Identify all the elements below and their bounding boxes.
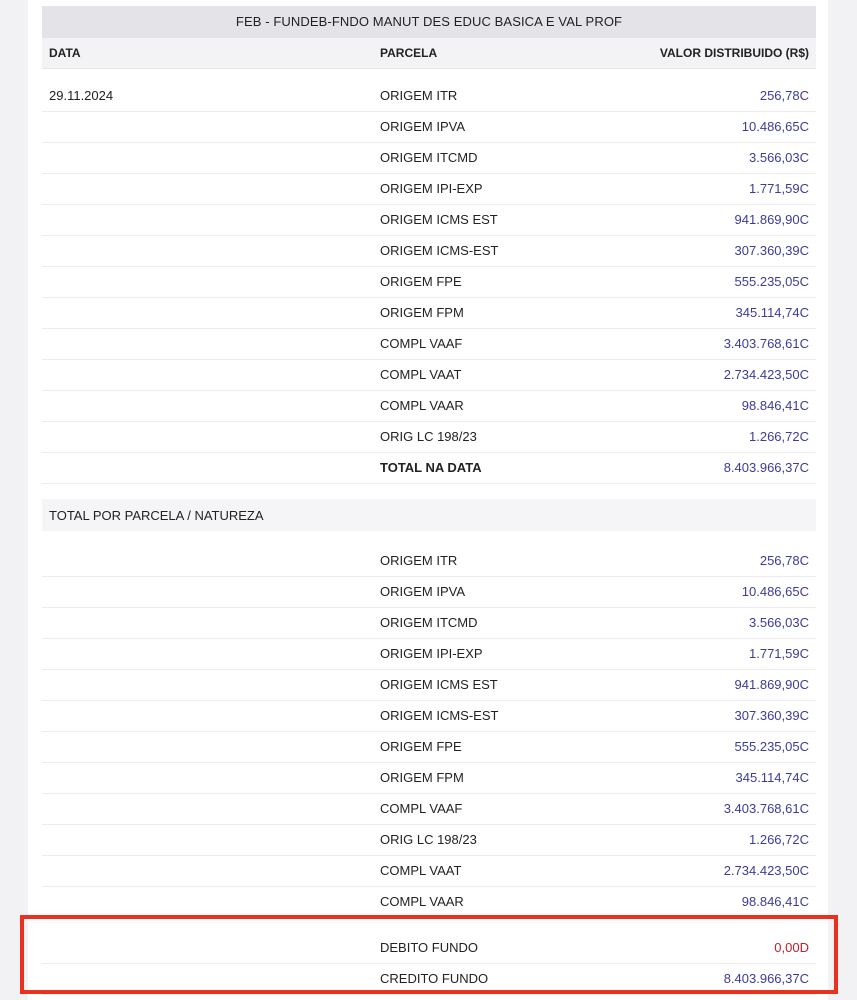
- table-row: [42, 142, 816, 174]
- table-row: [42, 607, 816, 639]
- row-valor: 307.360,39C: [734, 243, 809, 258]
- table-row: [42, 793, 816, 825]
- table-row-total-na-data: [42, 452, 816, 484]
- row-parcela: ORIGEM IPI-EXP: [380, 646, 483, 661]
- row-parcela: ORIGEM IPI-EXP: [380, 181, 483, 196]
- table-row: [42, 173, 816, 205]
- row-date: 29.11.2024: [49, 88, 114, 103]
- table-row: [42, 855, 816, 887]
- row-parcela: ORIG LC 198/23: [380, 832, 477, 847]
- row-parcela: COMPL VAAF: [380, 801, 463, 816]
- row-parcela: TOTAL NA DATA: [380, 460, 482, 475]
- table-row: [42, 235, 816, 267]
- table-row: [42, 111, 816, 143]
- row-parcela: COMPL VAAF: [380, 336, 463, 351]
- row-parcela: ORIGEM ITCMD: [380, 615, 478, 630]
- row-parcela: ORIG LC 198/23: [380, 429, 477, 444]
- row-valor: 2.734.423,50C: [723, 367, 809, 382]
- table-row: [42, 390, 816, 422]
- row-parcela: DEBITO FUNDO: [380, 940, 478, 955]
- table-row: [42, 731, 816, 763]
- table-row: [42, 204, 816, 236]
- row-parcela: ORIGEM FPM: [380, 305, 464, 320]
- row-parcela: CREDITO FUNDO: [380, 971, 489, 986]
- table-row: [42, 669, 816, 701]
- row-valor: 3.403.768,61C: [723, 336, 809, 351]
- row-valor: 3.566,03C: [749, 150, 809, 165]
- row-valor: 10.486,65C: [741, 119, 809, 134]
- row-valor: 555.235,05C: [734, 739, 809, 754]
- row-parcela: COMPL VAAR: [380, 398, 464, 413]
- row-parcela: COMPL VAAT: [380, 863, 462, 878]
- row-parcela: ORIGEM ITR: [380, 88, 458, 103]
- table-row: [42, 576, 816, 608]
- row-parcela: ORIGEM ICMS EST: [380, 677, 498, 692]
- row-valor: 8.403.966,37C: [723, 971, 809, 986]
- row-valor: 256,78C: [759, 88, 809, 103]
- row-valor: 8.403.966,37C: [723, 460, 809, 475]
- table-row: [42, 545, 816, 577]
- row-parcela: ORIGEM ITCMD: [380, 150, 478, 165]
- row-valor: 307.360,39C: [734, 708, 809, 723]
- row-valor: 1.266,72C: [749, 832, 809, 847]
- row-valor: 345.114,74C: [735, 770, 809, 785]
- row-valor: 1.771,59C: [749, 646, 809, 661]
- row-parcela: ORIGEM ICMS-EST: [380, 243, 499, 258]
- row-valor: 555.235,05C: [734, 274, 809, 289]
- table-header: [42, 38, 816, 69]
- row-valor: 2.734.423,50C: [723, 863, 809, 878]
- row-valor: 345.114,74C: [735, 305, 809, 320]
- row-valor: 941.869,90C: [734, 212, 809, 227]
- table-row: [42, 266, 816, 298]
- column-header-parcela: PARCELA: [380, 46, 438, 60]
- table-row: [42, 762, 816, 794]
- column-header-data: DATA: [49, 46, 81, 60]
- row-valor: 941.869,90C: [734, 677, 809, 692]
- row-valor: 98.846,41C: [741, 894, 809, 909]
- table-row: [42, 80, 816, 112]
- row-parcela: COMPL VAAT: [380, 367, 462, 382]
- row-parcela: ORIGEM ITR: [380, 553, 458, 568]
- table-row: [42, 421, 816, 453]
- table-title: FEB - FUNDEB-FNDO MANUT DES EDUC BASICA E VAL PROF: [42, 6, 816, 38]
- row-valor: 98.846,41C: [741, 398, 809, 413]
- section-title-label: TOTAL POR PARCELA / NATUREZA: [49, 508, 264, 523]
- row-valor: 10.486,65C: [741, 584, 809, 599]
- table-row-credito-fundo: [42, 963, 816, 995]
- table-row: [42, 824, 816, 856]
- row-parcela: ORIGEM IPVA: [380, 119, 465, 134]
- row-parcela: ORIGEM FPE: [380, 739, 462, 754]
- row-valor: 0,00D: [774, 940, 809, 955]
- row-parcela: ORIGEM FPE: [380, 274, 462, 289]
- table-row: [42, 359, 816, 391]
- row-parcela: ORIGEM ICMS EST: [380, 212, 498, 227]
- row-valor: 1.266,72C: [749, 429, 809, 444]
- table-row: [42, 638, 816, 670]
- table-row: [42, 886, 816, 918]
- row-parcela: ORIGEM IPVA: [380, 584, 465, 599]
- section-title-total-por-parcela: [42, 499, 816, 531]
- table-row: [42, 328, 816, 360]
- table-row: [42, 700, 816, 732]
- table-row-debito-fundo: [42, 932, 816, 964]
- column-header-valor: VALOR DISTRIBUIDO (R$): [659, 46, 809, 60]
- row-parcela: COMPL VAAR: [380, 894, 464, 909]
- row-valor: 256,78C: [759, 553, 809, 568]
- row-valor: 3.403.768,61C: [723, 801, 809, 816]
- row-parcela: ORIGEM FPM: [380, 770, 464, 785]
- table-row: [42, 297, 816, 329]
- row-parcela: ORIGEM ICMS-EST: [380, 708, 499, 723]
- row-valor: 3.566,03C: [749, 615, 809, 630]
- row-valor: 1.771,59C: [749, 181, 809, 196]
